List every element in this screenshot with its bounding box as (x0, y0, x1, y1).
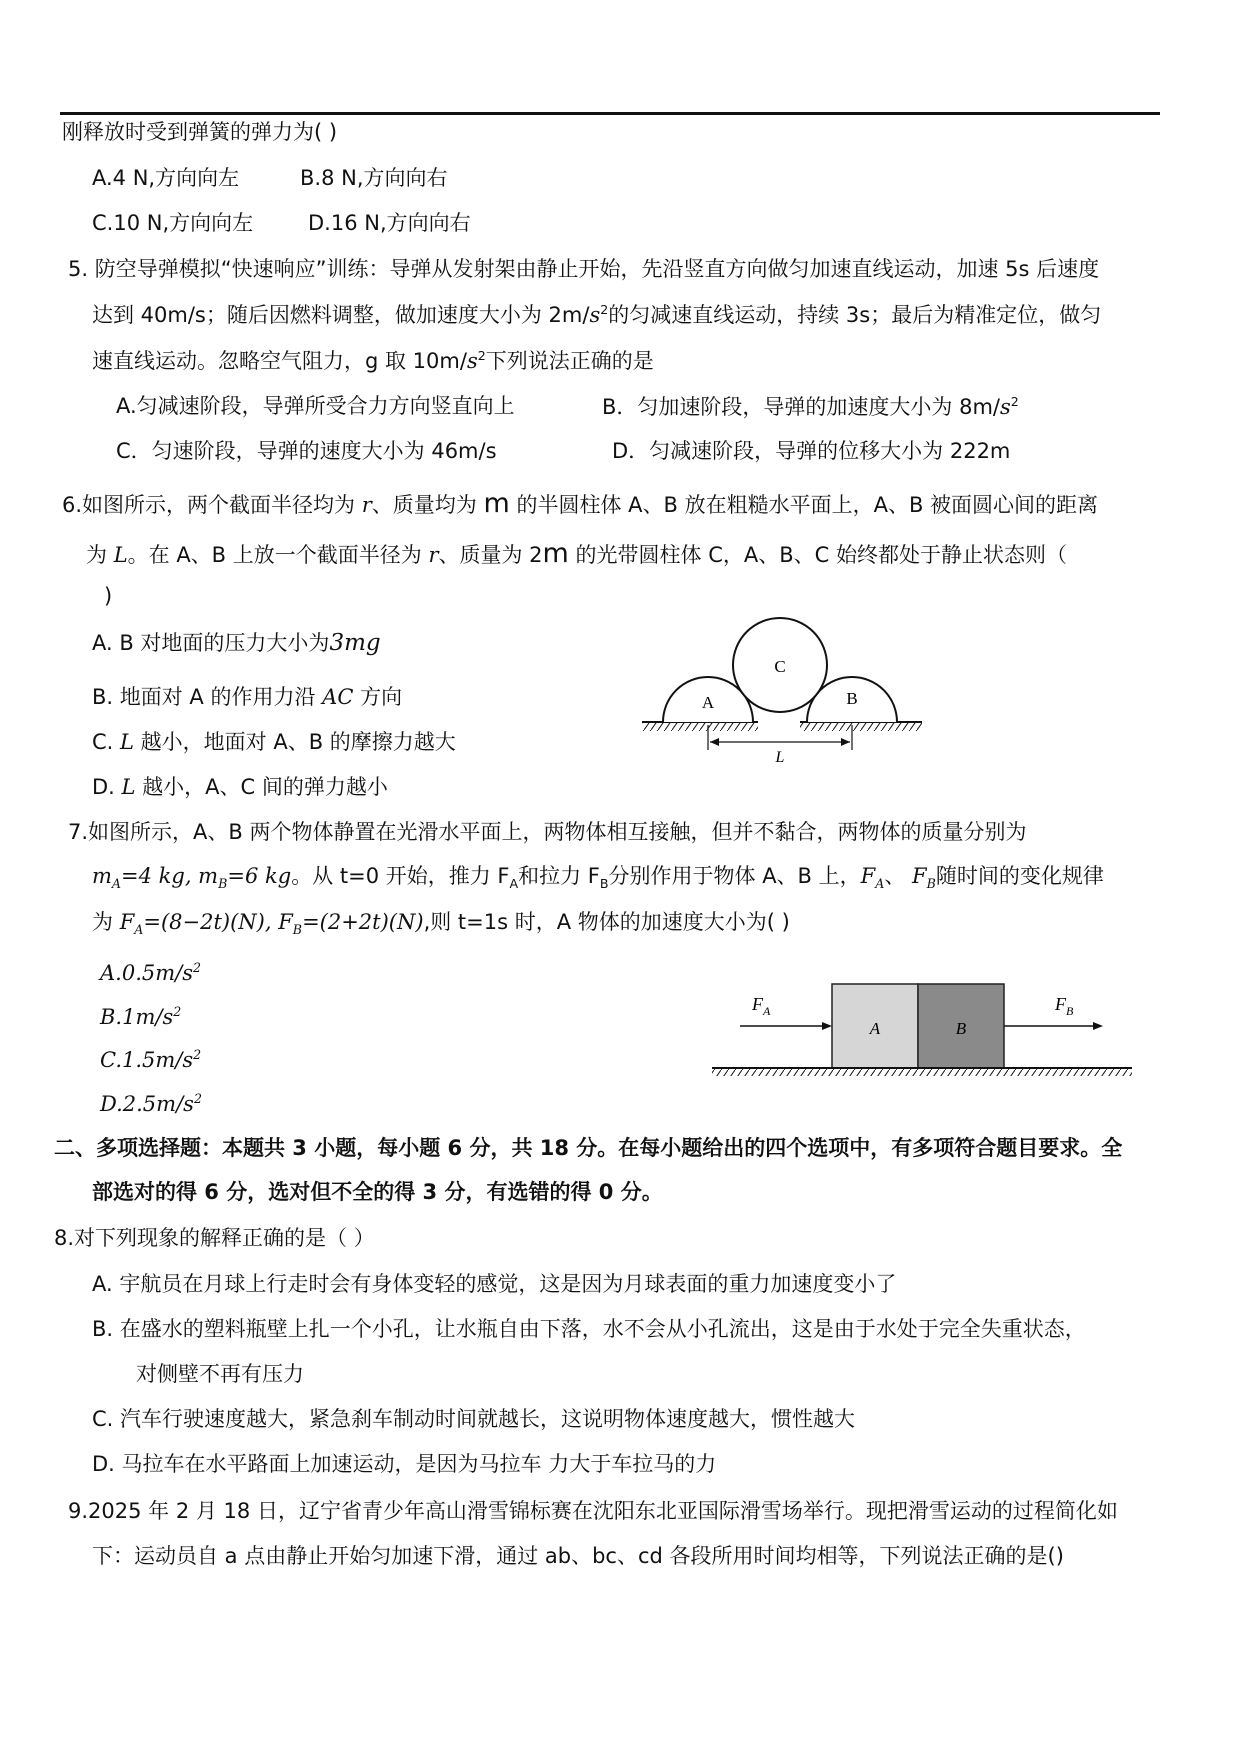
q7-stem-line-1: 7.如图所示，A、B 两个物体静置在光滑水平面上，两物体相互接触，但并不黏合，两物体的质量分别为 (68, 820, 1027, 844)
q7-option-c: $C.1.5m/s^2$ (100, 1047, 202, 1072)
q8-option-b-line-1: B. 在盛水的塑料瓶壁上扎一个小孔，让水瓶自由下落，水不会从小孔流出，这是由于水处于完全失重状态， (92, 1317, 1086, 1341)
q4-option-b: B.8 N,方向向右 (300, 166, 448, 190)
q6-option-a: A. B 对地面的压力大小为3mg (92, 630, 381, 656)
q4-option-a: A.4 N,方向向左 (92, 166, 240, 190)
q5-option-a: A.匀减速阶段，导弹所受合力方向竖直向上 (116, 394, 515, 418)
header-rule (60, 112, 1160, 115)
q6-option-d: D. L 越小，A、C 间的弹力越小 (92, 775, 388, 799)
q8-option-d: D. 马拉车在水平路面上加速运动，是因为马拉车 力大于车拉马的力 (92, 1452, 717, 1476)
ground-hatch-left (642, 722, 758, 731)
q5-option-d: D．匀减速阶段，导弹的位移大小为 222m (612, 439, 1011, 463)
q9-stem-line-1: 9.2025 年 2 月 18 日，辽宁省青少年高山滑雪锦标赛在沈阳东北亚国际滑雪场举行。现把滑雪运动的过程简化如 (68, 1499, 1118, 1523)
q6-stem-line-3: ) (104, 584, 113, 608)
block-a-label: A (869, 1019, 881, 1038)
label-l: L (775, 749, 785, 766)
ground-hatch (712, 1068, 1132, 1076)
q6-stem-line-2: 为 L。在 A、B 上放一个截面半径为 r、质量为 2m 的光带圆柱体 C，A、B、C 始终都处于静止状态则（ (86, 538, 1067, 569)
q6-stem-line-1: 6.如图所示，两个截面半径均为 r、质量均为 m 的半圆柱体 A、B 放在粗糙水平面上，A、B 被面圆心间的距离 (62, 488, 1099, 519)
label-c: C (774, 657, 786, 676)
force-a-label: $F_A$ (752, 994, 771, 1018)
q6-option-b: B. 地面对 A 的作用力沿 AC 方向 (92, 685, 403, 709)
q7-stem-line-2: $m_A=4$ kg, $m_B=6$ kg。从 t=0 开始，推力 $F_A$和拉力 $F_B$分别作用于物体 A、B 上，$F_A$、 $F_B$随时间的变化规律 (92, 864, 1104, 892)
q7-option-d: $D.2.5m/s^2$ (100, 1091, 202, 1116)
section-2-heading-line-1: 二、多项选择题：本题共 3 小题，每小题 6 分，共 18 分。在每小题给出的四个选项中，有多项符合题目要求。全 (54, 1136, 1123, 1160)
label-a: A (701, 693, 715, 712)
block-b-label: B (955, 1019, 967, 1038)
blocks-figure (700, 970, 1140, 1082)
q5-option-b: B．匀加速阶段，导弹的加速度大小为 $8m/s^2$ (602, 394, 1019, 419)
q7-stem-line-3: 为 $F_A=(8-2t)(N)$, $F_B=(2+2t)(N)$,则 t=1s 时，A 物体的加速度大小为( ) (92, 910, 790, 938)
dimension-arrow-left (710, 738, 719, 746)
q9-stem-line-2: 下：运动员自 a 点由静止开始匀加速下滑，通过 ab、bc、cd 各段所用时间均相等，下列说法正确的是() (92, 1544, 1064, 1568)
q4-option-d: D.16 N,方向向右 (308, 211, 471, 235)
q8-option-c: C. 汽车行驶速度越大，紧急刹车制动时间就越长，这说明物体速度越大，惯性越大 (92, 1407, 856, 1431)
question-4-stem-end: 刚释放时受到弹簧的弹力为( ) (62, 120, 338, 144)
q5-stem-line-2: 达到 40m/s；随后因燃料调整，做加速度大小为 $2m/s^2$的匀减速直线运动，持续 3s；最后为精准定位，做匀 (92, 302, 1102, 327)
cylinders-figure (630, 600, 930, 770)
force-b-arrowhead (1093, 1022, 1103, 1030)
q5-option-c: C．匀速阶段，导弹的速度大小为 46m/s (116, 439, 497, 463)
q6-option-c: C. L 越小，地面对 A、B 的摩擦力越大 (92, 730, 456, 754)
q8-option-b-line-2: 对侧壁不再有压力 (136, 1362, 304, 1386)
label-b: B (846, 689, 858, 708)
force-a-arrowhead (822, 1022, 832, 1030)
q8-option-a: A. 宇航员在月球上行走时会有身体变轻的感觉，这是因为月球表面的重力加速度变小了 (92, 1272, 897, 1296)
ground-hatch-right (800, 722, 922, 731)
q4-option-c: C.10 N,方向向左 (92, 211, 254, 235)
q5-stem-line-3: 速直线运动。忽略空气阻力，g 取 $10m/s^2$下列说法正确的是 (92, 348, 654, 373)
dimension-arrow-right (841, 738, 850, 746)
force-b-label: $F_B$ (1055, 994, 1074, 1018)
q7-option-b: $B.1m/s^2$ (100, 1004, 182, 1029)
q8-stem: 8.对下列现象的解释正确的是（ ） (54, 1226, 375, 1250)
q5-stem-line-1: 5. 防空导弹模拟“快速响应”训练：导弹从发射架由静止开始，先沿竖直方向做匀加速直线运动，加速 5s 后速度 (68, 257, 1100, 281)
q7-option-a: $A.0.5m/s^2$ (100, 960, 202, 985)
section-2-heading-line-2: 部选对的得 6 分，选对但不全的得 3 分，有选错的得 0 分。 (92, 1180, 663, 1204)
